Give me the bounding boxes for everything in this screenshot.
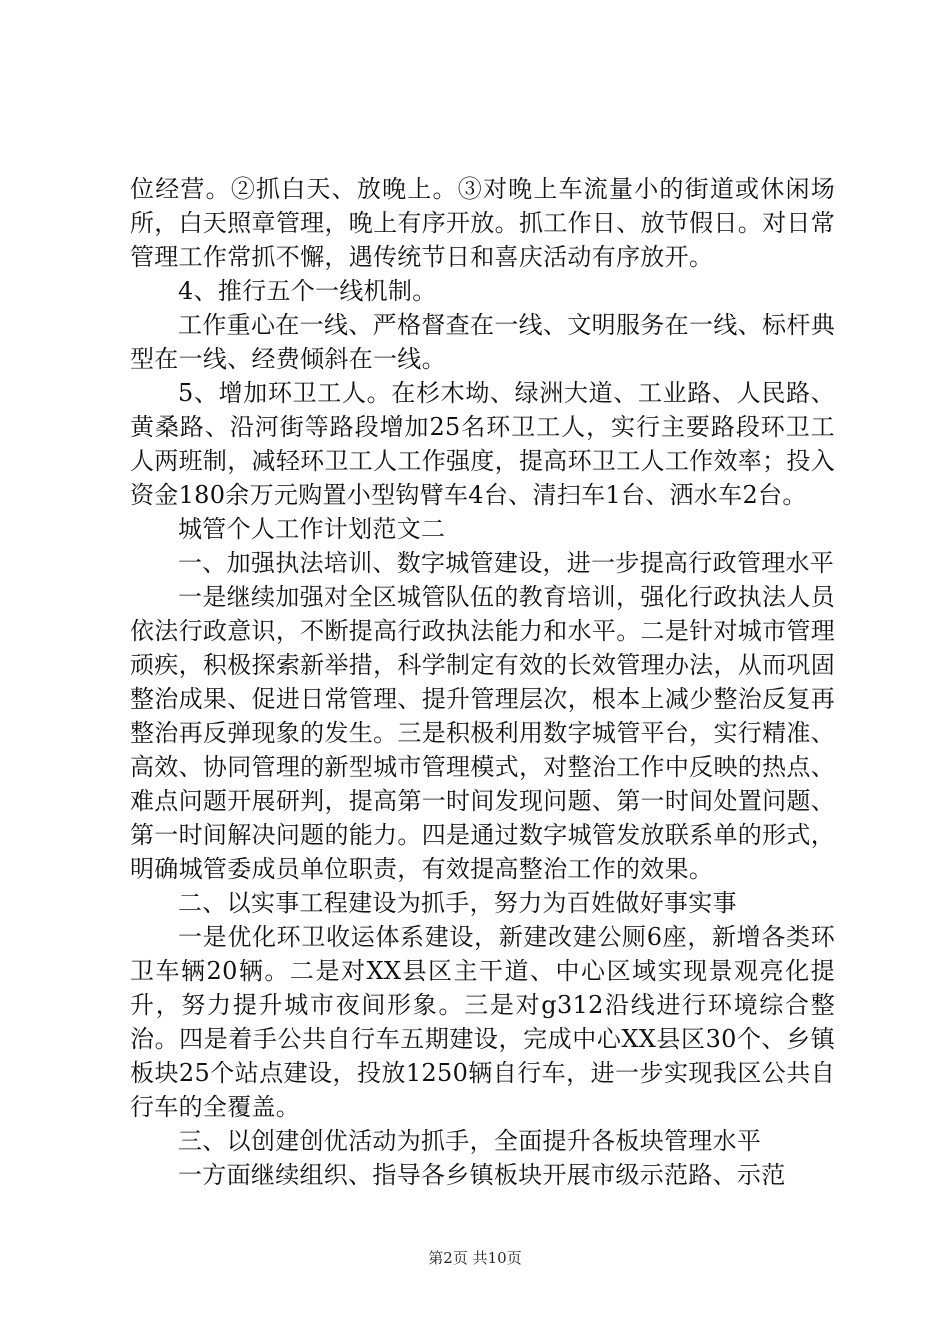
paragraph: 4、推行五个一线机制。 <box>178 277 437 305</box>
page-number-footer: 第2页 共10页 <box>428 1249 522 1267</box>
section-heading: 二、以实事工程建设为抓手，努力为百姓做好事实事 <box>178 889 737 917</box>
paragraph: 一方面继续组织、指导各乡镇板块开展市级示范路、示范 <box>178 1161 786 1189</box>
paragraph: 一是优化环卫收运体系建设，新建改建公厕6座，新增各类环卫车辆20辆。二是对XX县区主干道、中心区域实现景观亮化提升，努力提升城市夜间形象。三是对g312沿线进行环境综合整治。四是着手公共自行车五期建设，完成中心XX县区30个、乡镇板块25个站点建设，投放1250辆自行车，进一步实现我区公共自行车的全覆盖。 <box>130 923 835 1121</box>
paragraph: 工作重心在一线、严格督查在一线、文明服务在一线、标杆典型在一线、经费倾斜在一线。 <box>130 311 835 373</box>
document-body <box>130 172 835 1192</box>
paragraph: 位经营。②抓白天、放晚上。③对晚上车流量小的街道或休闲场所，白天照章管理，晚上有序开放。抓工作日、放节假日。对日常管理工作常抓不懈，遇传统节日和喜庆活动有序放开。 <box>130 175 835 271</box>
paragraph: 一是继续加强对全区城管队伍的教育培训，强化行政执法人员依法行政意识，不断提高行政执法能力和水平。二是针对城市管理顽疾，积极探索新举措，科学制定有效的长效管理办法，从而巩固整治成果、促进日常管理、提升管理层次，根本上减少整治反复再整治再反弹现象的发生。三是积极利用数字城管平台，实行精准、高效、协同管理的新型城市管理模式，对整治工作中反映的热点、难点问题开展研判，提高第一时间发现问题、第一时间处置问题、第一时间解决问题的能力。四是通过数字城管发放联系单的形式，明确城管委成员单位职责，有效提高整治工作的效果。 <box>130 583 835 883</box>
paragraph: 5、增加环卫工人。在杉木坳、绿洲大道、工业路、人民路、黄桑路、沿河街等路段增加25名环卫工人，实行主要路段环卫工人两班制，减轻环卫工人工作强度，提高环卫工人工作效率；投入资金180余万元购置小型钩臂车4台、清扫车1台、洒水车2台。 <box>130 379 835 509</box>
section-heading: 一、加强执法培训、数字城管建设，进一步提高行政管理水平 <box>178 549 835 577</box>
section-heading: 三、以创建创优活动为抓手，全面提升各板块管理水平 <box>178 1127 762 1155</box>
section-title: 城管个人工作计划范文二 <box>178 515 446 543</box>
